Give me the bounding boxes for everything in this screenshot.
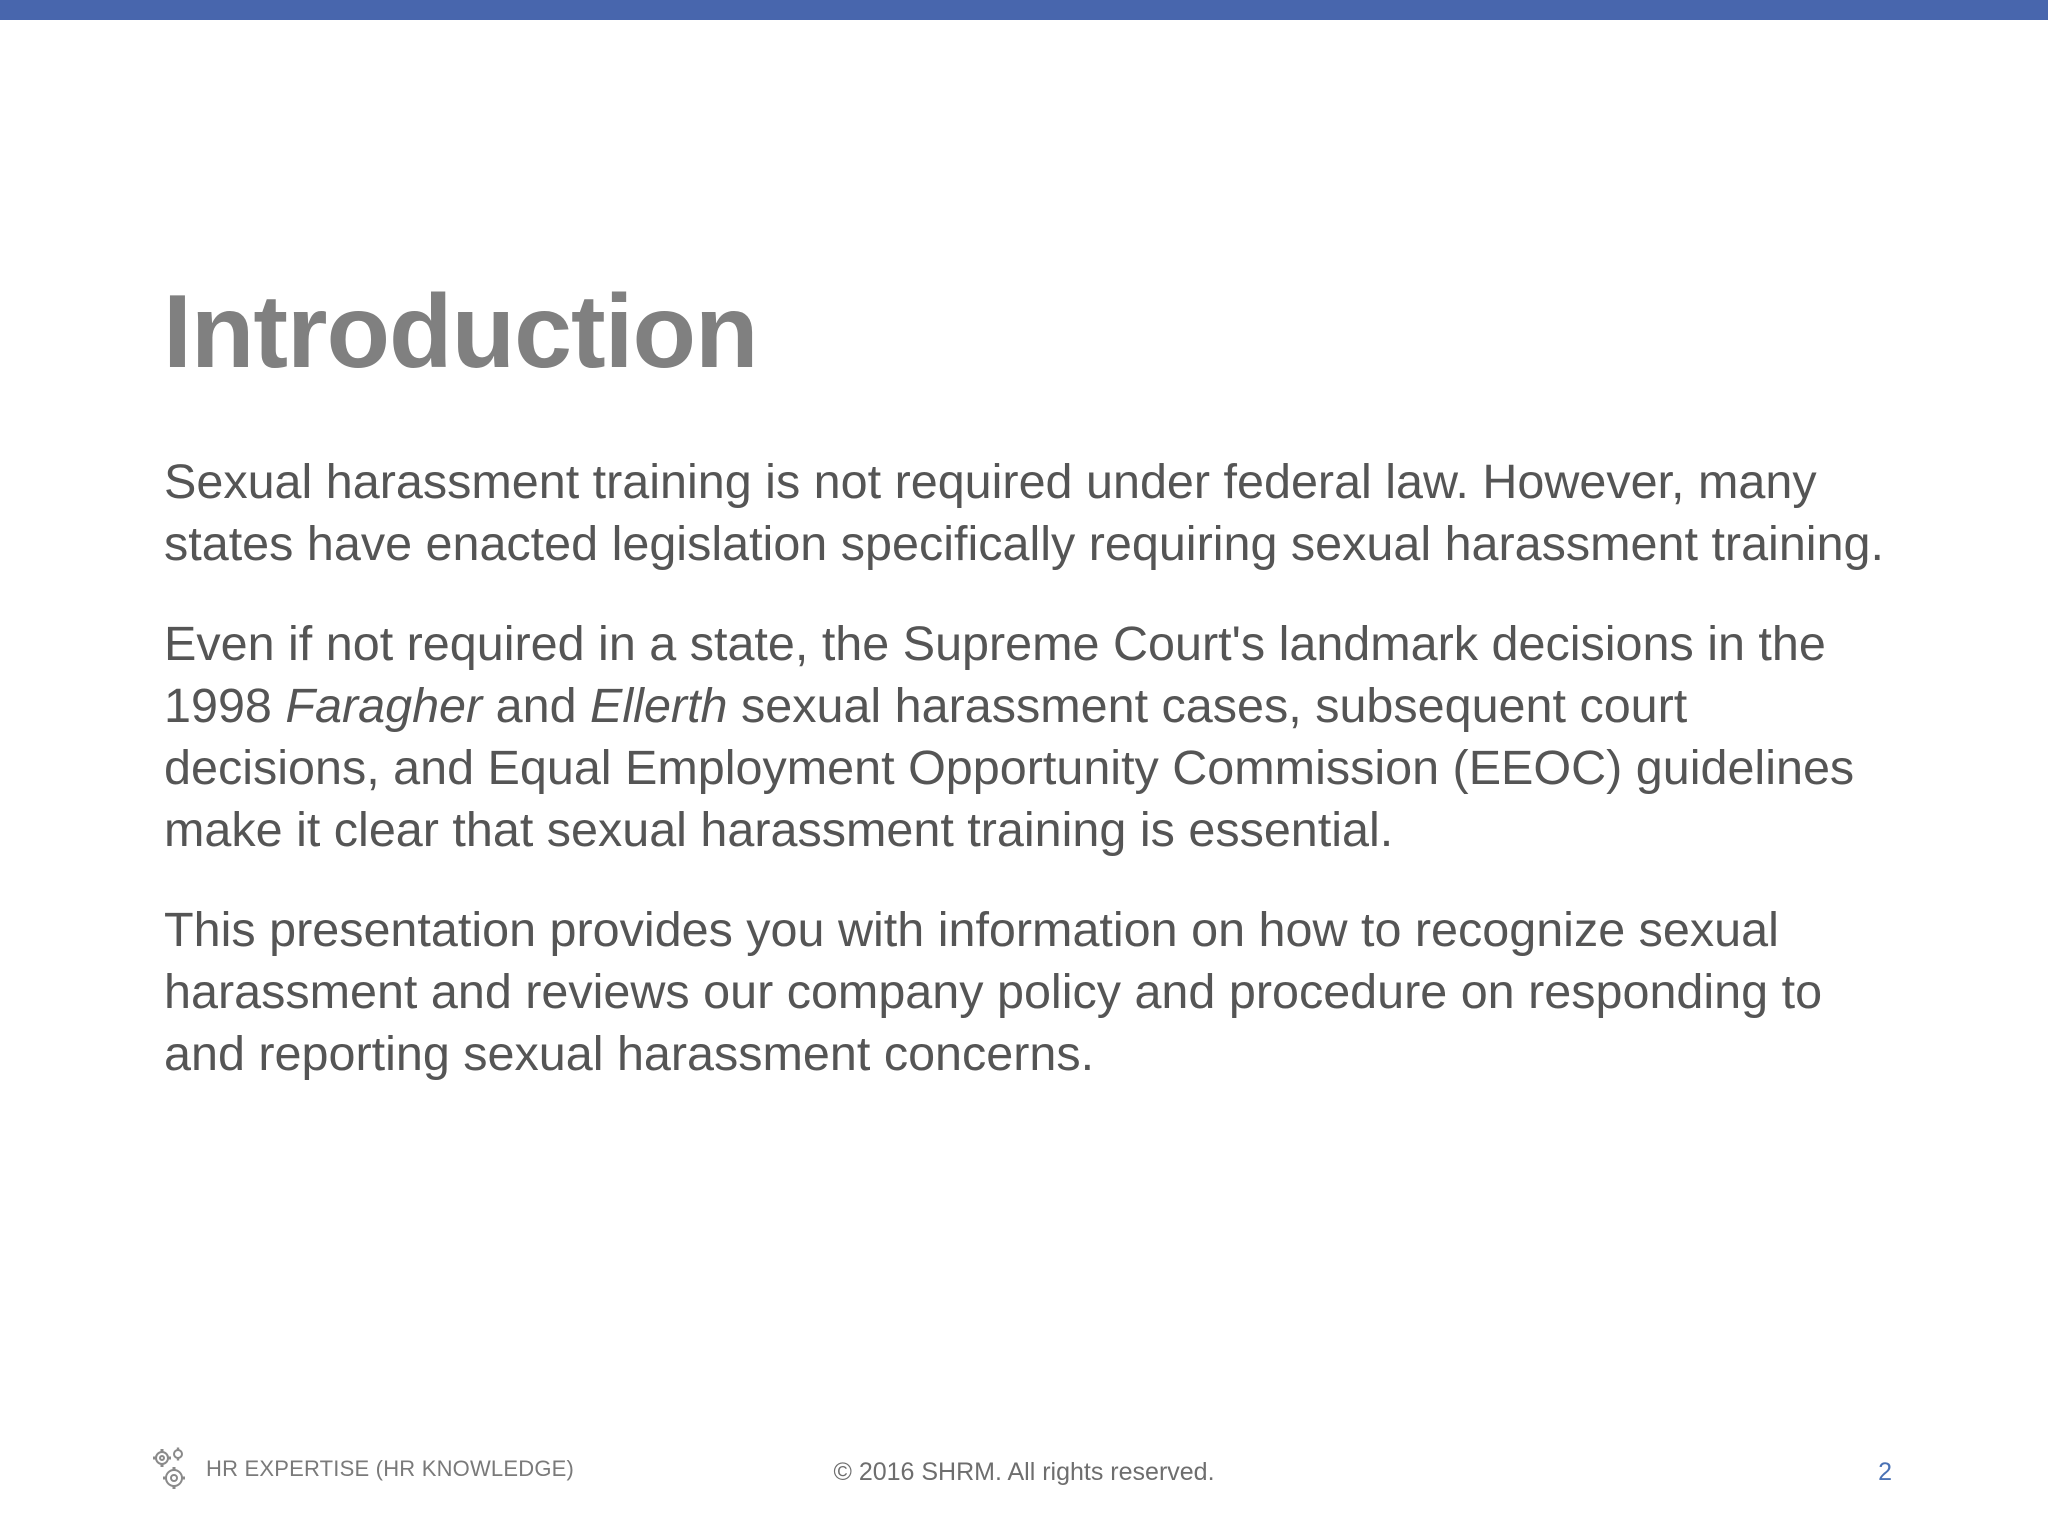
case-name-faragher: Faragher xyxy=(285,679,483,733)
case-name-ellerth: Ellerth xyxy=(590,679,728,733)
top-accent-bar xyxy=(0,0,2048,20)
page-number: 2 xyxy=(1878,1458,1892,1486)
footer-category-label: HR EXPERTISE (HR KNOWLEDGE) xyxy=(206,1456,575,1481)
paragraph-2-text-2: and xyxy=(482,679,591,733)
paragraph-1: Sexual harassment training is not required under federal law. However, many states have enacted legislation specifically requiring sexual harassment training. xyxy=(164,455,1884,571)
paragraph-2-text-1: Even if not required in a state, the Supreme Court's landmark decisions in the 1998 xyxy=(164,617,1826,733)
slide-title: Introduction xyxy=(163,274,758,390)
paragraph-2-text-3: sexual harassment cases, subsequent court decisions, and Equal Employment Opportunity Commission (EEOC) guidelines make it clear that sexual harassment training is essential. xyxy=(164,679,1855,857)
slide-footer xyxy=(0,1430,2048,1500)
paragraph-2 xyxy=(164,613,1904,861)
copyright-notice: © 2016 SHRM. All rights reserved. xyxy=(833,1458,1215,1486)
slide-body xyxy=(164,451,1904,1123)
paragraph-3: This presentation provides you with information on how to recognize sexual harassment and reviews our company policy and procedure on responding to and reporting sexual harassment concerns. xyxy=(164,903,1823,1081)
